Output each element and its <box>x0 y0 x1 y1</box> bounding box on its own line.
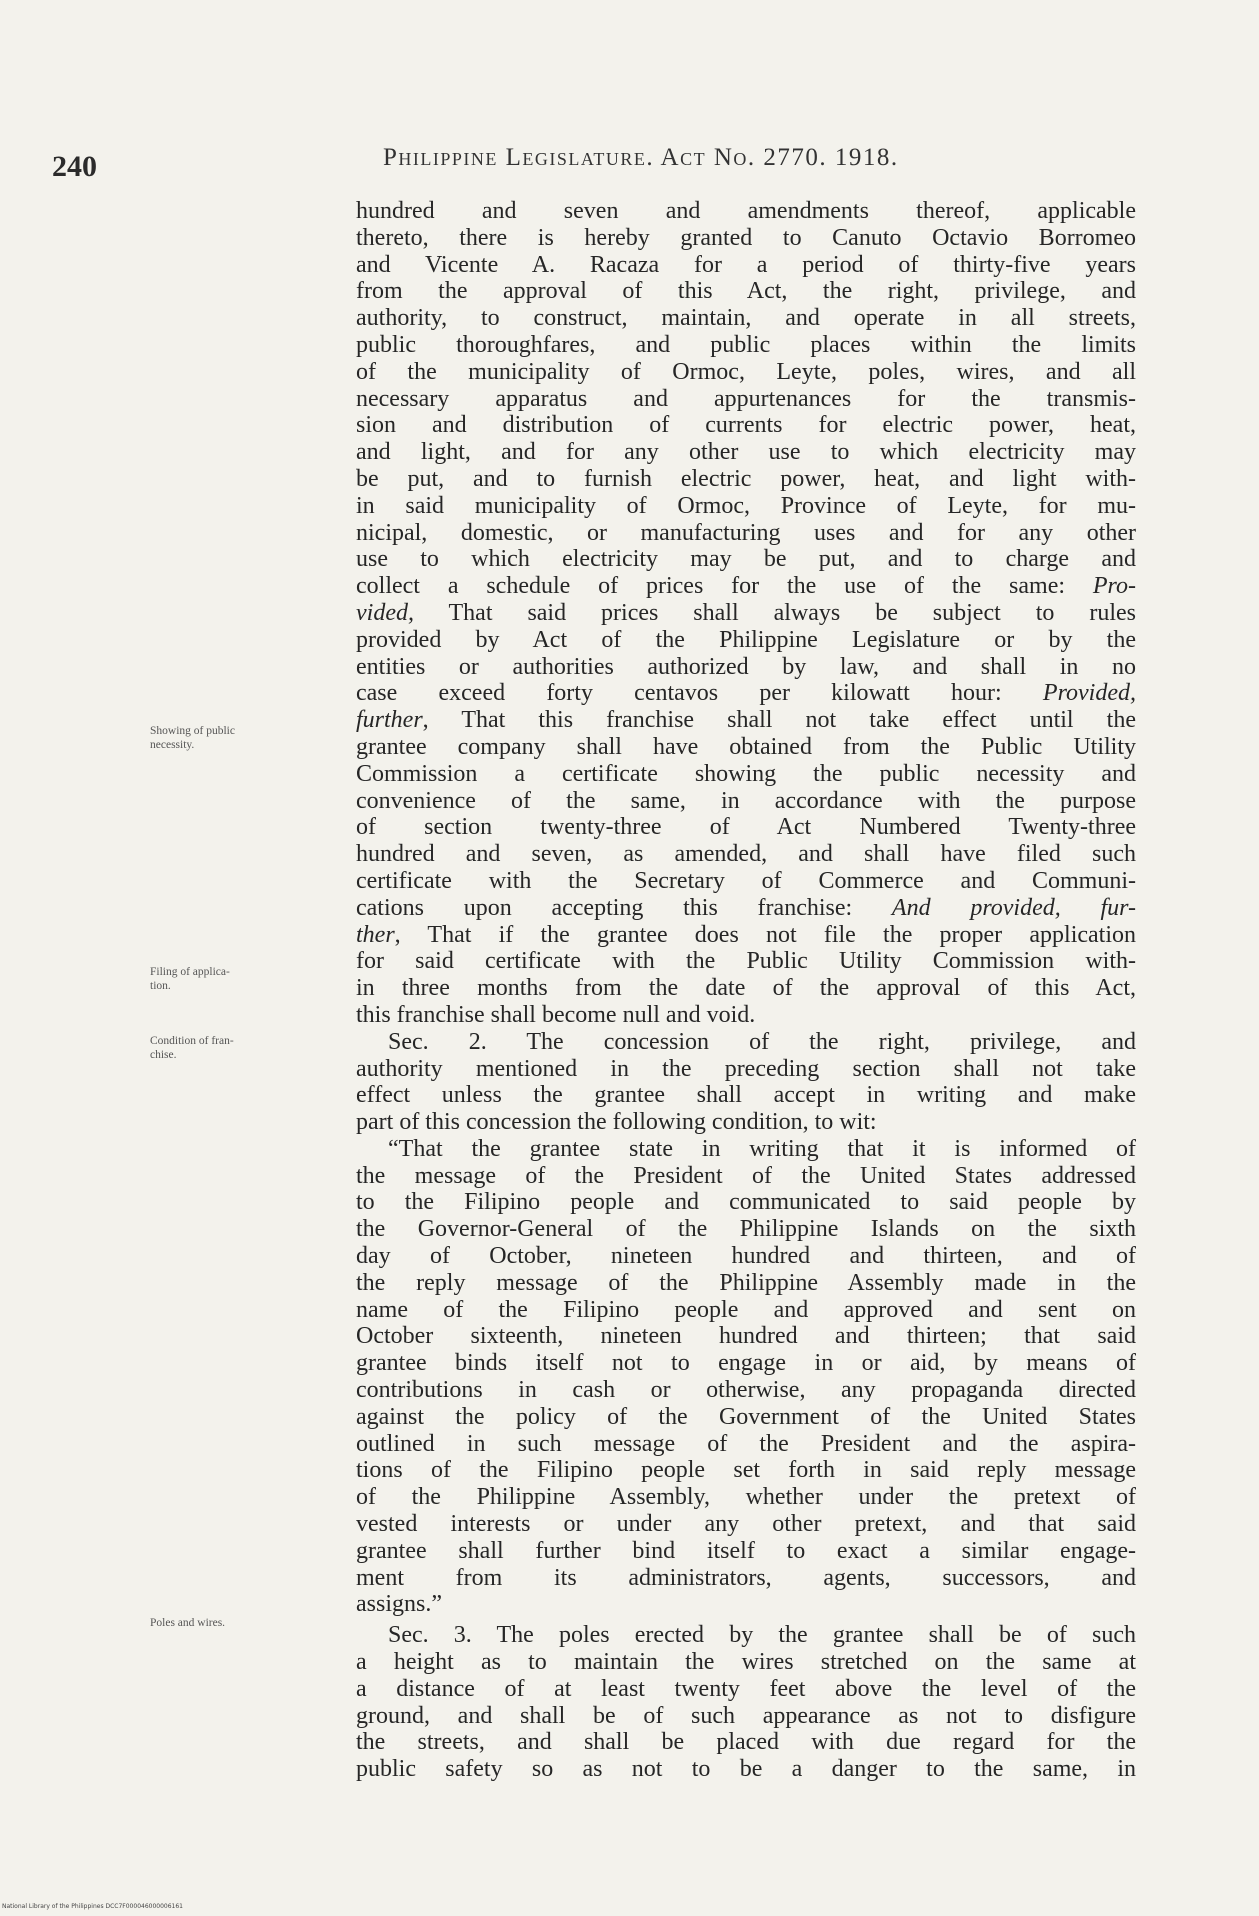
quoted-condition-line: “That the grantee state in writing that it is informed of <box>388 1135 1136 1162</box>
text-line: assigns.” <box>356 1591 442 1618</box>
body-text <box>356 198 1136 1783</box>
text-line: authority, to construct, maintain, and operate in all streets, <box>356 305 1136 332</box>
italic-proviso: And provided, fur- <box>891 894 1137 921</box>
margin-note-line: chise. <box>150 1049 177 1061</box>
text-line: public thoroughfares, and public places within the limits <box>356 331 1136 358</box>
text-line: and light, and for any other use to which electricity may <box>356 439 1136 466</box>
text-line: sion and distribution of currents for electric power, heat, <box>356 412 1136 439</box>
text-line: convenience of the same, in accordance with the purpose <box>356 787 1136 814</box>
text-line: vested interests or under any other pretext, and that said <box>356 1511 1136 1538</box>
text-line: nicipal, domestic, or manufacturing uses and for any other <box>356 519 1136 546</box>
text-segment: , That if the grantee does not file the proper application <box>394 921 1136 948</box>
text-line: hundred and seven and amendments thereof, applicable <box>356 198 1136 224</box>
text-line: entities or authorities authorized by law, and shall in no <box>356 653 1136 680</box>
margin-note-condition-franchise <box>150 1034 350 1062</box>
text-segment: That said prices shall always be subject to rules <box>413 599 1136 626</box>
text-line <box>356 707 1136 734</box>
text-line: Commission a certificate showing the public necessity and <box>356 760 1136 787</box>
text-line: authority mentioned in the preceding section shall not take <box>356 1055 1136 1082</box>
text-line: thereto, there is hereby granted to Canuto Octavio Borromeo <box>356 224 1136 251</box>
text-line <box>356 680 1136 707</box>
text-line: from the approval of this Act, the right, privilege, and <box>356 278 1136 305</box>
text-line: the message of the President of the United States addressed <box>356 1162 1136 1189</box>
text-line: and Vicente A. Racaza for a period of thirty-five years <box>356 251 1136 278</box>
italic-proviso: Pro- <box>1092 573 1136 600</box>
text-segment: collect a schedule of prices for the use of the same: <box>356 573 1093 600</box>
text-line: the reply message of the Philippine Assembly made in the <box>356 1269 1136 1296</box>
margin-note-line: tion. <box>150 980 171 992</box>
text-line <box>356 573 1136 600</box>
margin-note-poles-wires <box>150 1616 350 1630</box>
italic-proviso: ther <box>356 921 395 948</box>
margin-note-line: necessity. <box>150 739 195 751</box>
text-line: be put, and to furnish electric power, heat, and light with- <box>356 465 1136 492</box>
margin-note-showing-necessity <box>150 724 350 752</box>
margin-note-line: Poles and wires. <box>150 1617 226 1629</box>
italic-proviso: further <box>356 707 423 734</box>
text-line: a height as to maintain the wires stretched on the same at <box>356 1649 1136 1676</box>
section-3-heading-line: Sec. 3. The poles erected by the grantee shall be of such <box>388 1622 1136 1649</box>
margin-note-line: Filing of applica- <box>150 966 230 978</box>
text-line: contributions in cash or otherwise, any propaganda directed <box>356 1377 1136 1404</box>
running-head: Philippine Legislature. Act No. 2770. 1918. <box>383 144 899 171</box>
text-line: outlined in such message of the President and the aspira- <box>356 1430 1136 1457</box>
text-line: grantee shall further bind itself to exact a similar engage- <box>356 1537 1136 1564</box>
text-line: necessary apparatus and appurtenances for the transmis- <box>356 385 1136 412</box>
text-line: the Governor-General of the Philippine Islands on the sixth <box>356 1216 1136 1243</box>
text-segment: , That this franchise shall not take effect until the <box>422 707 1136 734</box>
text-line: against the policy of the Government of the United States <box>356 1403 1136 1430</box>
text-line: part of this concession the following condition, to wit: <box>356 1109 877 1136</box>
text-line: day of October, nineteen hundred and thirteen, and of <box>356 1243 1136 1270</box>
text-line: hundred and seven, as amended, and shall have filed such <box>356 841 1136 868</box>
text-line: a distance of at least twenty feet above the level of the <box>356 1675 1136 1702</box>
text-line: tions of the Filipino people set forth in said reply message <box>356 1457 1136 1484</box>
text-line: name of the Filipino people and approved and sent on <box>356 1296 1136 1323</box>
text-segment: case exceed forty centavos per kilowatt hour: <box>356 680 1043 707</box>
text-line: public safety so as not to be a danger to the same, in <box>356 1756 1136 1783</box>
text-line: the streets, and shall be placed with due regard for the <box>356 1729 1136 1756</box>
text-line: certificate with the Secretary of Commerce and Communi- <box>356 867 1136 894</box>
text-line: ment from its administrators, agents, successors, and <box>356 1564 1136 1591</box>
text-line: of the Philippine Assembly, whether under the pretext of <box>356 1484 1136 1511</box>
text-line: this franchise shall become null and void. <box>356 1001 756 1028</box>
section-2-heading-line: Sec. 2. The concession of the right, privilege, and <box>388 1028 1136 1055</box>
text-line: provided by Act of the Philippine Legislature or by the <box>356 626 1136 653</box>
text-line: in said municipality of Ormoc, Province of Leyte, for mu- <box>356 492 1136 519</box>
text-line: use to which electricity may be put, and to charge and <box>356 546 1136 573</box>
text-line: in three months from the date of the approval of this Act, <box>356 975 1136 1002</box>
text-line: October sixteenth, nineteen hundred and thirteen; that said <box>356 1323 1136 1350</box>
footer-scan-label: National Library of the Philippines DCC7F000046000006161 <box>2 1903 184 1910</box>
text-line: of the municipality of Ormoc, Leyte, poles, wires, and all <box>356 358 1136 385</box>
text-line: of section twenty-three of Act Numbered Twenty-three <box>356 814 1136 841</box>
text-line <box>356 922 1136 949</box>
italic-proviso: Provided, <box>1042 680 1136 707</box>
margin-note-line: Showing of public <box>150 725 235 737</box>
text-line: for said certificate with the Public Utility Commission with- <box>356 948 1136 975</box>
text-line: ground, and shall be of such appearance as not to disfigure <box>356 1702 1136 1729</box>
text-line <box>356 895 1136 922</box>
text-line: grantee binds itself not to engage in or aid, by means of <box>356 1350 1136 1377</box>
italic-proviso: vided, <box>356 599 414 626</box>
margin-note-line: Condition of fran- <box>150 1035 234 1047</box>
margin-note-filing-application <box>150 965 350 993</box>
text-line: to the Filipino people and communicated to said people by <box>356 1189 1136 1216</box>
page-number: 240 <box>52 150 97 183</box>
text-segment: cations upon accepting this franchise: <box>356 894 892 921</box>
text-line: effect unless the grantee shall accept in writing and make <box>356 1082 1136 1109</box>
text-line: grantee company shall have obtained from the Public Utility <box>356 733 1136 760</box>
text-line <box>356 600 1136 627</box>
